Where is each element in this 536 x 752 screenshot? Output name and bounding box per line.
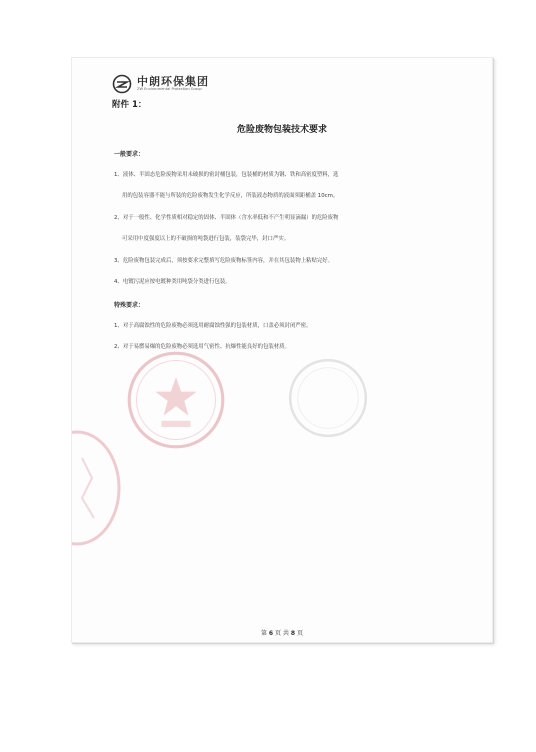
edge-seal-stamp xyxy=(71,428,122,548)
special-item-2-line-1: 2、对于易燃易爆的危险废物必须选用气密性、抗爆性能良好的包装材质。 xyxy=(114,344,290,350)
general-item-1-line-1: 1、液体、半固态危险废物采用未破损的密封桶包装，包装桶的材质为钢、铁和高密度塑料，选 xyxy=(114,172,339,178)
general-item-2-line-2: 可采用中度强度以上的不破损的吨袋进行包装，装袋完毕，封口严实。 xyxy=(122,236,290,242)
footer-page-number: 6 xyxy=(268,630,274,637)
general-item-2-line-1: 2、对于一般性、化学性质相对稳定的固体、半固体（含水率低和不产生明显滴漏）的危险废物 xyxy=(114,215,339,221)
footer-middle: 页 共 xyxy=(275,630,289,637)
attachment-label: 附件 1： xyxy=(112,100,147,110)
document-title: 危险废物包装技术要求 xyxy=(236,125,327,135)
logo-chinese-name: 中朗环保集团 xyxy=(137,75,209,89)
red-seal-stamp xyxy=(124,348,228,452)
general-item-3 xyxy=(114,251,459,272)
general-item-2 xyxy=(114,208,459,250)
special-item-1 xyxy=(114,316,459,337)
gray-seal-stamp xyxy=(286,356,370,440)
general-item-1-line-2: 用的包装容器不能与所装的危险废物发生化学反应，所装液态物质的液面须距桶盖 10cm。 xyxy=(122,193,339,199)
general-item-1 xyxy=(114,165,459,207)
company-logo-icon xyxy=(112,74,132,94)
special-item-1-line-1: 1、对于高腐蚀性的危险废物必须选用耐腐蚀性强的包装材质，口盖必须封闭严密。 xyxy=(114,323,312,329)
footer-total-pages: 8 xyxy=(290,630,296,637)
general-requirements-heading: 一般要求： xyxy=(114,151,145,158)
document-page xyxy=(71,57,493,643)
general-item-3-line-1: 3、危险废物包装完成后，须按要求完整填写危险废物标签内容，并在其包装物上粘贴完好。 xyxy=(114,258,334,264)
page-footer xyxy=(72,628,492,637)
general-item-4-line-1: 4、电镀污泥应按电镀种类用吨袋分类进行包装。 xyxy=(114,279,231,285)
company-logo xyxy=(112,74,209,94)
special-requirements-heading: 特殊要求： xyxy=(114,302,145,309)
footer-suffix: 页 xyxy=(296,630,303,637)
footer-prefix: 第 xyxy=(260,630,267,637)
logo-english-name: ZW Environmental Protection Group xyxy=(137,87,202,92)
general-item-4 xyxy=(114,272,459,293)
